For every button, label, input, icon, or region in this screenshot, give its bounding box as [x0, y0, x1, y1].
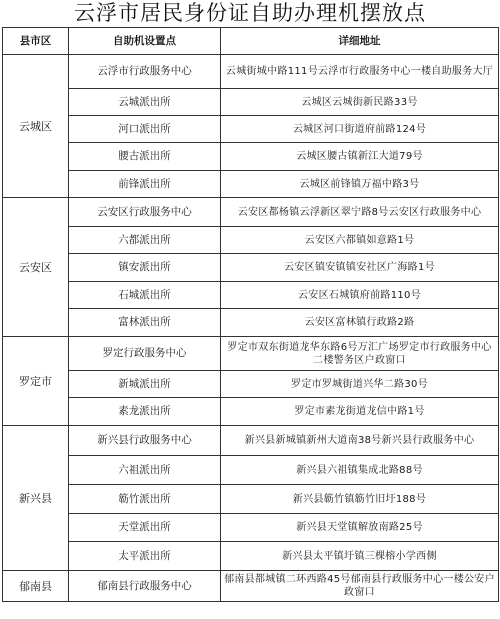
- kiosk-point-cell: 前锋派出所: [69, 171, 221, 198]
- address-cell: 云安区镇安镇镇安社区广海路1号: [221, 254, 499, 282]
- address-cell: 新兴县天堂镇解放南路25号: [221, 514, 499, 542]
- address-cell: 云城街城中路111号云浮市行政服务中心一楼自助服务大厅: [221, 55, 499, 89]
- kiosk-point-cell: 太平派出所: [69, 542, 221, 571]
- kiosk-point-cell: 六都派出所: [69, 227, 221, 254]
- kiosk-point-cell: 六祖派出所: [69, 456, 221, 485]
- table-row: [3, 456, 499, 485]
- address-cell: 云城区腰古镇新江大道79号: [221, 143, 499, 171]
- table-row: [3, 571, 499, 602]
- address-cell: 云安区六都镇如意路1号: [221, 227, 499, 254]
- table-row: [3, 198, 499, 227]
- table-row: [3, 143, 499, 171]
- region-cell: 新兴县: [3, 426, 69, 571]
- table-row: [3, 116, 499, 143]
- kiosk-point-cell: 云浮市行政服务中心: [69, 55, 221, 89]
- page-title: 云浮市居民身份证自助办理机摆放点: [74, 1, 426, 25]
- address-cell: 罗定市双东街道龙华东路6号万汇广场罗定市行政服务中心二楼警务区户政窗口: [221, 337, 499, 371]
- address-cell: 罗定市罗城街道兴华二路30号: [221, 371, 499, 398]
- region-cell: 云安区: [3, 198, 69, 337]
- table-row: [3, 398, 499, 426]
- address-cell: 新兴县簕竹镇簕竹旧圩188号: [221, 485, 499, 514]
- address-cell: 云安区富林镇行政路2路: [221, 309, 499, 337]
- kiosk-point-cell: 新兴县行政服务中心: [69, 426, 221, 456]
- kiosk-point-cell: 郁南县行政服务中心: [69, 571, 221, 602]
- region-cell: 罗定市: [3, 337, 69, 426]
- address-cell: 云城区河口街道府前路124号: [221, 116, 499, 143]
- kiosk-point-cell: 富林派出所: [69, 309, 221, 337]
- kiosk-point-cell: 云城派出所: [69, 89, 221, 116]
- header-address: 详细地址: [221, 28, 499, 55]
- address-cell: 新兴县新城镇新州大道南38号新兴县行政服务中心: [221, 426, 499, 456]
- table-row: [3, 542, 499, 571]
- table-row: [3, 485, 499, 514]
- address-cell: 云城区云城街新民路33号: [221, 89, 499, 116]
- table-row: [3, 55, 499, 89]
- address-cell: 云安区石城镇府前路110号: [221, 282, 499, 309]
- header-region: 县市区: [3, 28, 69, 55]
- kiosk-point-cell: 腰古派出所: [69, 143, 221, 171]
- kiosk-point-cell: 素龙派出所: [69, 398, 221, 426]
- table-row: [3, 254, 499, 282]
- region-cell: 云城区: [3, 55, 69, 198]
- header-point: 自助机设置点: [69, 28, 221, 55]
- address-cell: 新兴县六祖镇集成北路88号: [221, 456, 499, 485]
- address-cell: 云安区都杨镇云浮新区翠宁路8号云安区行政服务中心: [221, 198, 499, 227]
- kiosk-point-cell: 镇安派出所: [69, 254, 221, 282]
- kiosk-point-cell: 石城派出所: [69, 282, 221, 309]
- table-header-row: [3, 28, 499, 55]
- table-row: [3, 514, 499, 542]
- kiosk-point-cell: 新城派出所: [69, 371, 221, 398]
- kiosk-point-cell: 天堂派出所: [69, 514, 221, 542]
- address-cell: 新兴县太平镇圩镇三棵榕小学西侧: [221, 542, 499, 571]
- table-row: [3, 282, 499, 309]
- table-row: [3, 171, 499, 198]
- kiosk-point-cell: 簕竹派出所: [69, 485, 221, 514]
- table-row: [3, 371, 499, 398]
- table-row: [3, 89, 499, 116]
- table-row: [3, 227, 499, 254]
- kiosk-point-cell: 罗定行政服务中心: [69, 337, 221, 371]
- kiosk-location-table: [2, 27, 499, 602]
- address-cell: 罗定市素龙街道龙信中路1号: [221, 398, 499, 426]
- table-body: [3, 55, 499, 602]
- table-row: [3, 337, 499, 371]
- kiosk-point-cell: 云安区行政服务中心: [69, 198, 221, 227]
- region-cell: 郁南县: [3, 571, 69, 602]
- address-cell: 郁南县都城镇二环西路45号郁南县行政服务中心一楼公安户政窗口: [221, 571, 499, 602]
- table-row: [3, 309, 499, 337]
- table-row: [3, 426, 499, 456]
- address-cell: 云城区前锋镇万福中路3号: [221, 171, 499, 198]
- kiosk-point-cell: 河口派出所: [69, 116, 221, 143]
